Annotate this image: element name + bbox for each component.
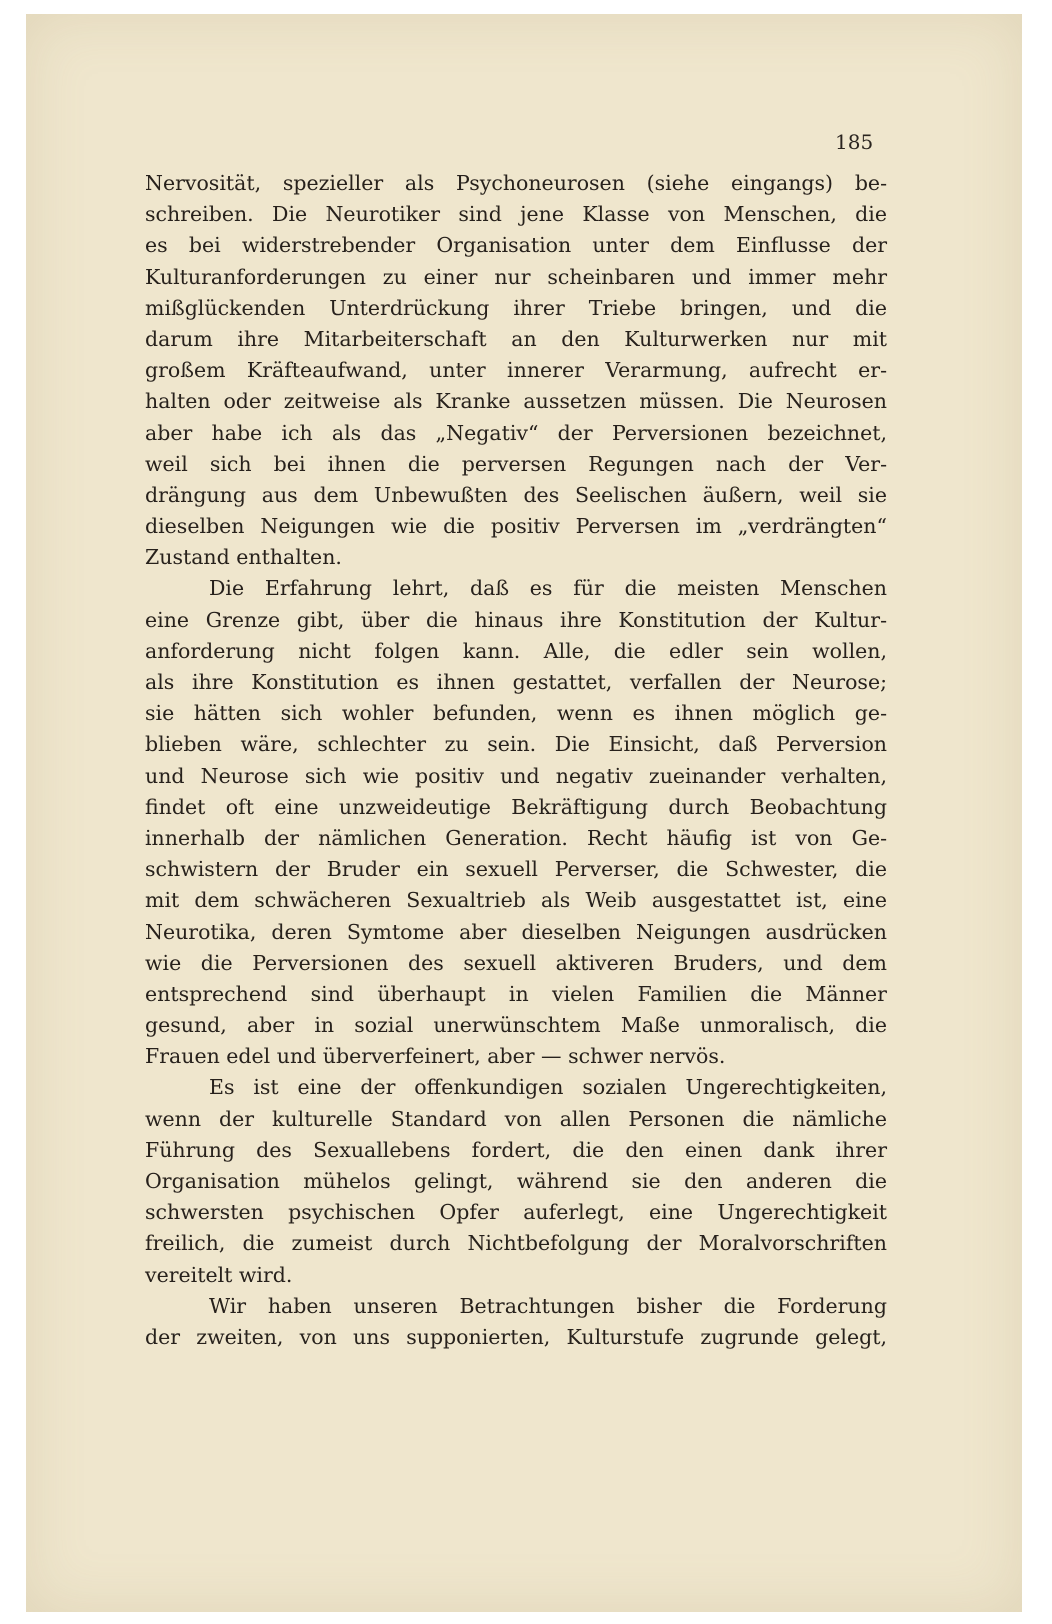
- text-line: eine Grenze gibt, über die hinaus ihre Konstitution der Kultur-: [145, 607, 887, 632]
- text-line: als ihre Konstitution es ihnen gestattet, verfallen der Neurose;: [145, 670, 887, 694]
- text-line: Wir haben unseren Betrachtungen bisher die Forderung: [209, 1293, 887, 1318]
- text-line: schreiben. Die Neurotiker sind jene Klasse von Menschen, die: [145, 202, 887, 227]
- body-text: [145, 168, 887, 1353]
- text-line: der zweiten, von uns supponierten, Kulturstufe zugrunde gelegt,: [145, 1324, 887, 1349]
- book-page: [26, 14, 1022, 1612]
- text-line: es bei widerstrebender Organisation unter dem Einflusse der: [145, 233, 887, 258]
- text-line: großem Kräfteaufwand, unter innerer Verarmung, aufrecht er-: [145, 358, 887, 383]
- text-line: sie hätten sich wohler befunden, wenn es ihnen möglich ge-: [145, 701, 887, 726]
- text-line: aber habe ich als das „Negativ“ der Perversionen bezeichnet,: [145, 420, 887, 445]
- text-line: Frauen edel und überverfeinert, aber — schwer nervös.: [145, 1044, 726, 1069]
- text-line: wie die Perversionen des sexuell aktiveren Bruders, und dem: [145, 950, 887, 975]
- text-line: findet oft eine unzweideutige Bekräftigung durch Beobachtung: [145, 794, 887, 819]
- text-line: innerhalb der nämlichen Generation. Recht häufig ist von Ge-: [145, 825, 887, 850]
- text-line: blieben wäre, schlechter zu sein. Die Einsicht, daß Perversion: [145, 732, 887, 757]
- text-line: mit dem schwächeren Sexualtrieb als Weib ausgestattet ist, eine: [145, 888, 887, 913]
- text-line: gesund, aber in sozial unerwünschtem Maße unmoralisch, die: [145, 1013, 887, 1038]
- page-number: 185: [835, 130, 874, 154]
- text-line: drängung aus dem Unbewußten des Seelischen äußern, weil sie: [145, 482, 887, 507]
- text-line: wenn der kulturelle Standard von allen Personen die nämliche: [145, 1106, 887, 1131]
- text-line: Nervosität, spezieller als Psychoneurosen (siehe eingangs) be-: [145, 171, 887, 195]
- text-line: dieselben Neigungen wie die positiv Perversen im „verdrängten“: [145, 514, 887, 539]
- text-line: weil sich bei ihnen die perversen Regungen nach der Ver-: [145, 451, 887, 476]
- text-line: schwistern der Bruder ein sexuell Perverser, die Schwester, die: [145, 857, 887, 882]
- text-line: schwersten psychischen Opfer auferlegt, eine Ungerechtigkeit: [145, 1200, 887, 1225]
- text-line: Neurotika, deren Symtome aber dieselben Neigungen ausdrücken: [145, 919, 887, 944]
- text-line: anforderung nicht folgen kann. Alle, die edler sein wollen,: [145, 638, 887, 663]
- text-line: Kulturanforderungen zu einer nur scheinbaren und immer mehr: [145, 264, 887, 289]
- text-line: vereitelt wird.: [145, 1262, 293, 1287]
- text-line: Organisation mühelos gelingt, während sie den anderen die: [145, 1169, 887, 1193]
- text-line: Es ist eine der offenkundigen sozialen Ungerechtigkeiten,: [209, 1075, 887, 1100]
- text-line: Führung des Sexuallebens fordert, die den einen dank ihrer: [145, 1137, 887, 1162]
- text-line: freilich, die zumeist durch Nichtbefolgung der Moralvorschriften: [145, 1231, 887, 1256]
- text-line: entsprechend sind überhaupt in vielen Familien die Männer: [145, 981, 887, 1006]
- text-line: Die Erfahrung lehrt, daß es für die meisten Menschen: [209, 576, 887, 601]
- text-line: mißglückenden Unterdrückung ihrer Triebe bringen, und die: [145, 295, 887, 320]
- text-line: und Neurose sich wie positiv und negativ zueinander verhalten,: [145, 763, 887, 788]
- text-line: Zustand enthalten.: [145, 545, 342, 570]
- text-line: darum ihre Mitarbeiterschaft an den Kulturwerken nur mit: [145, 326, 887, 351]
- text-line: halten oder zeitweise als Kranke aussetzen müssen. Die Neurosen: [145, 389, 887, 414]
